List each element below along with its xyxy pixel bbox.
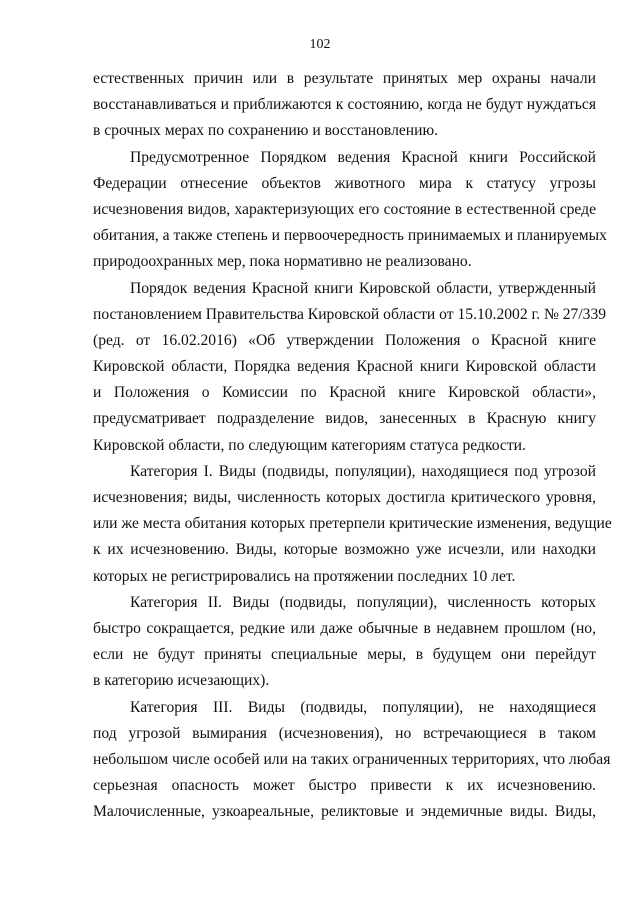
page-number: 102 xyxy=(309,37,331,52)
text-line: Категория I. Виды (подвиды, популяции), находящиеся под угрозой xyxy=(130,462,596,480)
text-line: исчезновения видов, характеризующих его состояние в естественной среде xyxy=(93,200,596,218)
text-line: Категория III. Виды (подвиды, популяции), не находящиеся xyxy=(130,698,596,716)
paragraph-4 xyxy=(93,459,612,590)
text-line: восстанавливаться и приближаются к состоянию, когда не будут нуждаться xyxy=(93,96,596,114)
text-line: серьезная опасность может быстро привести к их исчезновению. xyxy=(93,777,596,795)
text-line: предусматривает подразделение видов, занесенных в Красную книгу xyxy=(93,410,596,428)
text-line: обитания, а также степень и первоочередность принимаемых и планируемых xyxy=(93,227,607,245)
text-line: Малочисленные, узкоареальные, реликтовые и эндемичные виды. Виды, xyxy=(93,803,596,821)
text-line: под угрозой вымирания (исчезновения), но встречающиеся в таком xyxy=(93,724,596,742)
text-line: или же места обитания которых претерпели критические изменения, ведущие xyxy=(93,515,612,533)
text-line: в категорию исчезающих). xyxy=(93,672,270,690)
text-line: исчезновения; виды, численность которых достигла критического уровня, xyxy=(93,489,596,506)
text-line: Кировской области, по следующим категориям статуса редкости. xyxy=(93,436,526,454)
text-line: и Положения о Комиссии по Красной книге Кировской области», xyxy=(93,384,596,402)
text-line: в срочных мерах по сохранению и восстановлению. xyxy=(93,122,439,140)
paragraph-6 xyxy=(93,695,611,826)
text-line: к их исчезновению. Виды, которые возможно уже исчезли, или находки xyxy=(93,541,596,559)
text-line: (ред. от 16.02.2016) «Об утверждении Положения о Красной книге xyxy=(93,331,596,349)
paragraph-1 xyxy=(93,66,596,145)
text-line: Кировской области, Порядка ведения Красной книги Кировской области xyxy=(93,358,596,376)
paragraph-3 xyxy=(93,276,607,459)
text-line: постановлением Правительства Кировской области от 15.10.2002 г. № 27/339 xyxy=(93,305,607,323)
text-line: быстро сокращается, редкие или даже обычные в недавнем прошлом (но, xyxy=(93,619,596,637)
text-line: естественных причин или в результате принятых мер охраны начали xyxy=(93,70,596,87)
text-line: которых не регистрировались на протяжении последних 10 лет. xyxy=(93,567,516,585)
text-line: Категория II. Виды (подвиды, популяции), численность которых xyxy=(130,593,596,611)
text-line: Федерации отнесение объектов животного мира к статусу угрозы xyxy=(93,174,596,192)
paragraph-5 xyxy=(93,590,596,695)
text-line: небольшом числе особей или на таких ограниченных территориях, что любая xyxy=(93,750,611,768)
text-line: природоохранных мер, пока нормативно не реализовано. xyxy=(93,253,472,271)
text-line: если не будут приняты специальные меры, в будущем они перейдут xyxy=(93,646,596,664)
document-body xyxy=(93,66,612,825)
text-line: Порядок ведения Красной книги Кировской области, утвержденный xyxy=(130,279,596,297)
text-line: Предусмотренное Порядком ведения Красной книги Российской xyxy=(130,148,596,166)
paragraph-2 xyxy=(93,145,607,276)
